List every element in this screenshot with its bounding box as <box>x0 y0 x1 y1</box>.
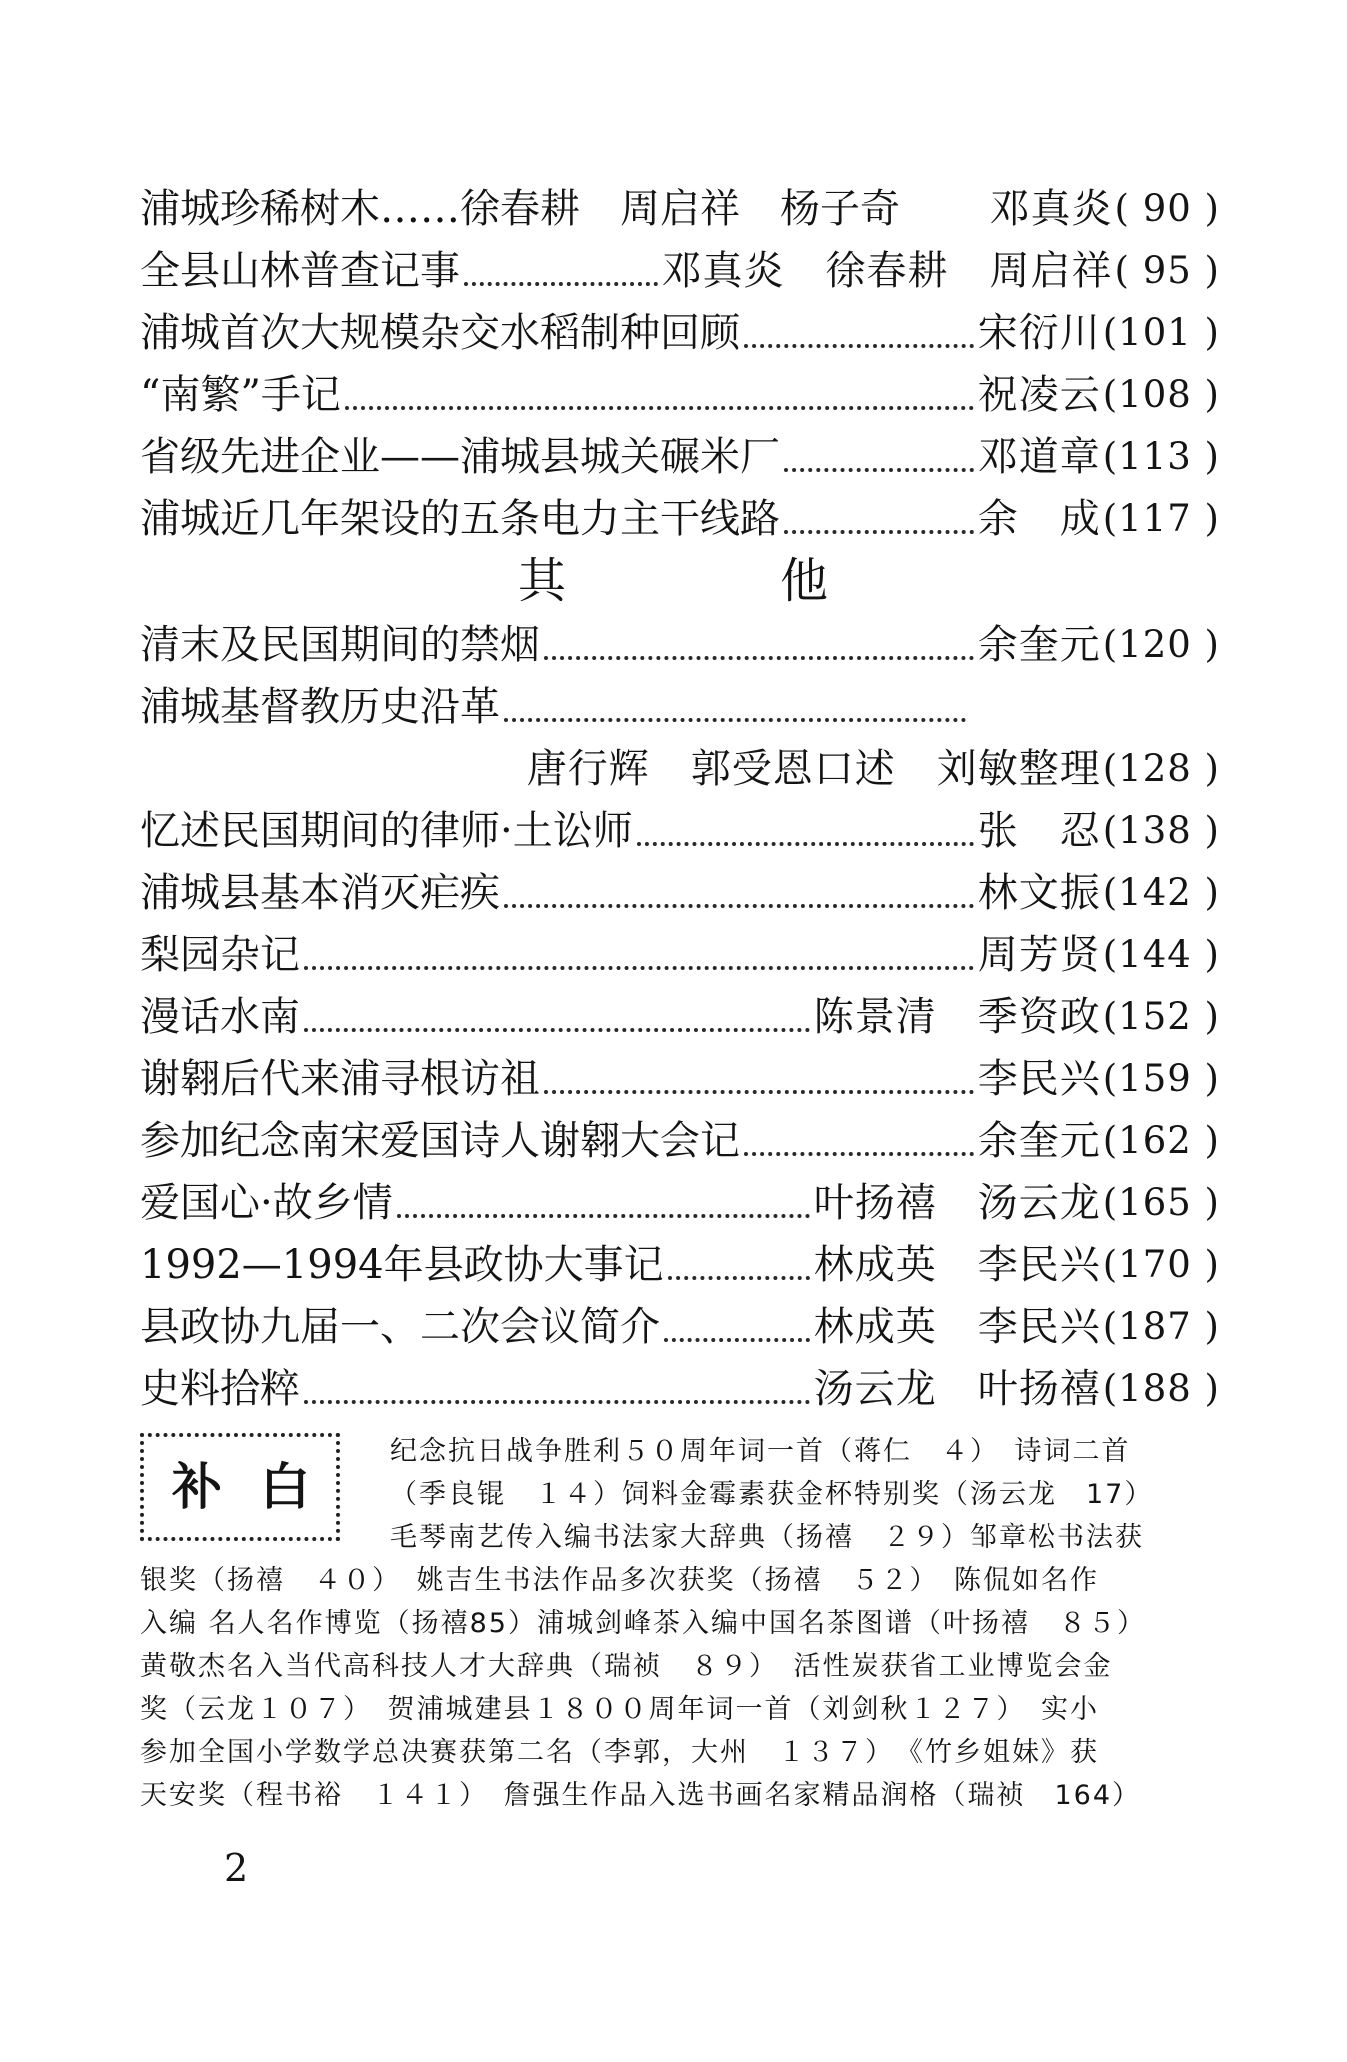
toc-entry <box>140 926 1220 984</box>
toc-entry-page: (159 ) <box>1102 1057 1220 1100</box>
toc-entry-title: 县政协九届一、二次会议简介 <box>140 1304 660 1350</box>
filler-line: 黄敬杰名入当代高科技人才大辞典（瑞祯 ８９） 活性炭获省工业博览会金 <box>140 1651 1113 1682</box>
toc-entry-author: 邓真炎 徐春耕 周启祥 <box>661 248 1113 294</box>
filler-label-box <box>140 1433 340 1541</box>
toc-entry <box>140 366 1220 424</box>
toc-entry <box>140 490 1220 548</box>
toc-entry-page: (101 ) <box>1102 311 1220 354</box>
toc-entry <box>140 242 1220 300</box>
dot-leader <box>504 904 974 908</box>
filler-label-char: 补 <box>172 1458 222 1516</box>
toc-entry-page: (187 ) <box>1102 1305 1220 1348</box>
dot-leader <box>744 1152 974 1156</box>
toc-entry <box>140 1112 1220 1170</box>
toc-entry-page: (170 ) <box>1102 1243 1220 1286</box>
filler-line: 毛琴南艺传入编书法家大辞典（扬禧 ２９）邹章松书法获 <box>390 1522 1144 1553</box>
dot-leader <box>784 468 974 472</box>
page-number: 2 <box>224 1846 249 1890</box>
toc-entry-title: 省级先进企业——浦城县城关碾米厂 <box>140 434 780 480</box>
filler-line: 纪念抗日战争胜利５０周年词一首（蒋仁 ４） 诗词二首 <box>390 1436 1131 1467</box>
toc-entry-title: 浦城基督教历史沿革 <box>140 684 500 730</box>
toc-entry-page: (144 ) <box>1102 933 1220 976</box>
toc-entry-author: 李民兴 <box>977 1056 1101 1102</box>
toc-entry <box>140 1050 1220 1108</box>
toc-entry-title: 忆述民国期间的律师·土讼师 <box>140 808 633 854</box>
toc-entry-author: 林成英 李民兴 <box>813 1242 1101 1288</box>
dot-leader <box>637 842 974 846</box>
toc-entry-author: 林成英 李民兴 <box>813 1304 1101 1350</box>
dot-leader <box>668 1276 810 1280</box>
dot-leader <box>304 1028 810 1032</box>
toc-entry-page: (138 ) <box>1102 809 1220 852</box>
toc-entry-page: (120 ) <box>1102 623 1220 666</box>
section-heading-char: 他 <box>780 553 829 609</box>
toc-entry-author: 余奎元 <box>977 1118 1101 1164</box>
toc-entry-page: (142 ) <box>1102 871 1220 914</box>
toc-entry <box>140 988 1220 1046</box>
toc-entry-page: ( 95 ) <box>1114 249 1220 292</box>
toc-entry-author: 周芳贤 <box>977 932 1101 978</box>
toc-entry-title: 清末及民国期间的禁烟 <box>140 622 540 668</box>
toc-entry-title: 浦城近几年架设的五条电力主干线路 <box>140 496 780 542</box>
toc-entry-title: “南繁”手记 <box>140 372 341 418</box>
dot-leader <box>544 656 974 660</box>
toc-entry-author: 陈景清 季资政 <box>813 994 1101 1040</box>
toc-entry-title: 浦城珍稀树木……徐春耕 周启祥 杨子奇 <box>140 186 900 232</box>
section-heading-char: 其 <box>518 553 567 609</box>
toc-entry-page: (117 ) <box>1102 497 1220 540</box>
toc-entry-title: 爱国心·故乡情 <box>140 1180 393 1226</box>
dot-leader <box>784 530 974 534</box>
toc-entry-author: 余奎元 <box>977 622 1101 668</box>
toc-entry <box>140 180 1220 238</box>
toc-entry <box>140 304 1220 362</box>
toc-entry-author: 唐行辉 郭受恩口述 刘敏整理 <box>526 746 1101 792</box>
dot-leader <box>345 406 974 410</box>
toc-entry-author: 林文振 <box>977 870 1101 916</box>
toc-entry-title: 史料拾粹 <box>140 1366 300 1412</box>
toc-entry-page: (188 ) <box>1102 1367 1220 1410</box>
dot-leader <box>304 1400 810 1404</box>
toc-entry-continuation <box>140 740 1220 798</box>
toc-entry-author: 张 忍 <box>977 808 1101 854</box>
toc-entry-title: 浦城县基本消灭疟疾 <box>140 870 500 916</box>
toc-entry-page: (113 ) <box>1102 435 1220 478</box>
dot-leader <box>504 718 966 722</box>
filler-label-char: 白 <box>260 1458 310 1516</box>
toc-entry-author: 汤云龙 叶扬禧 <box>813 1366 1101 1412</box>
toc-entry <box>140 1236 1220 1294</box>
dot-leader <box>464 282 658 286</box>
toc-entry <box>140 1174 1220 1232</box>
toc-entry-title: 漫话水南 <box>140 994 300 1040</box>
filler-line: 天安奖（程书裕 １４１） 詹强生作品入选书画名家精品润格（瑞祯 164） <box>140 1780 1142 1811</box>
toc-entry-page: (128 ) <box>1102 747 1220 790</box>
toc-entry-author: 叶扬禧 汤云龙 <box>813 1180 1101 1226</box>
toc-entry-title: 1992—1994年县政协大事记 <box>140 1242 664 1288</box>
toc-entry-title: 浦城首次大规模杂交水稻制种回顾 <box>140 310 740 356</box>
toc-entry-page: (152 ) <box>1102 995 1220 1038</box>
toc-entry-title: 全县山林普查记事 <box>140 248 460 294</box>
filler-line: （季良锟 １４）饲料金霉素获金杯特别奖（汤云龙 17） <box>390 1479 1154 1510</box>
toc-entry-page: (162 ) <box>1102 1119 1220 1162</box>
toc-entry-title: 参加纪念南宋爱国诗人谢翱大会记 <box>140 1118 740 1164</box>
dot-leader <box>544 1090 974 1094</box>
toc-entry <box>140 1360 1220 1418</box>
dot-leader <box>664 1338 810 1342</box>
toc-entry-title: 梨园杂记 <box>140 932 300 978</box>
filler-line: 参加全国小学数学总决赛获第二名（李郭，大州 １３７） 《竹乡姐妹》获 <box>140 1737 1099 1768</box>
toc-entry-title: 谢翱后代来浦寻根访祖 <box>140 1056 540 1102</box>
section-heading <box>140 548 1220 614</box>
toc-entry <box>140 616 1220 674</box>
toc-entry-author: 邓真炎 <box>989 186 1113 232</box>
dot-leader <box>304 966 974 970</box>
toc-entry <box>140 428 1220 486</box>
toc-entry <box>140 1298 1220 1356</box>
filler-line: 入编 名人名作博览（扬禧85）浦城剑峰茶入编中国名茶图谱（叶扬禧 ８５） <box>140 1608 1146 1639</box>
toc-entry <box>140 864 1220 922</box>
filler-line: 奖（云龙１０７） 贺浦城建县１８００周年词一首（刘剑秋１２７） 实小 <box>140 1694 1099 1725</box>
filler-line: 银奖（扬禧 ４０） 姚吉生书法作品多次获奖（扬禧 ５２） 陈侃如名作 <box>140 1565 1099 1596</box>
dot-leader <box>744 344 974 348</box>
toc-entry-author: 余 成 <box>977 496 1101 542</box>
toc-entry <box>140 678 970 736</box>
toc-entry-author: 宋衍川 <box>977 310 1101 356</box>
toc-entry <box>140 802 1220 860</box>
toc-entry-author: 祝凌云 <box>977 372 1101 418</box>
toc-entry-author: 邓道章 <box>977 434 1101 480</box>
toc-entry-page: (108 ) <box>1102 373 1220 416</box>
dot-leader <box>397 1214 810 1218</box>
toc-entry-page: (165 ) <box>1102 1181 1220 1224</box>
toc-entry-page: ( 90 ) <box>1114 187 1220 230</box>
